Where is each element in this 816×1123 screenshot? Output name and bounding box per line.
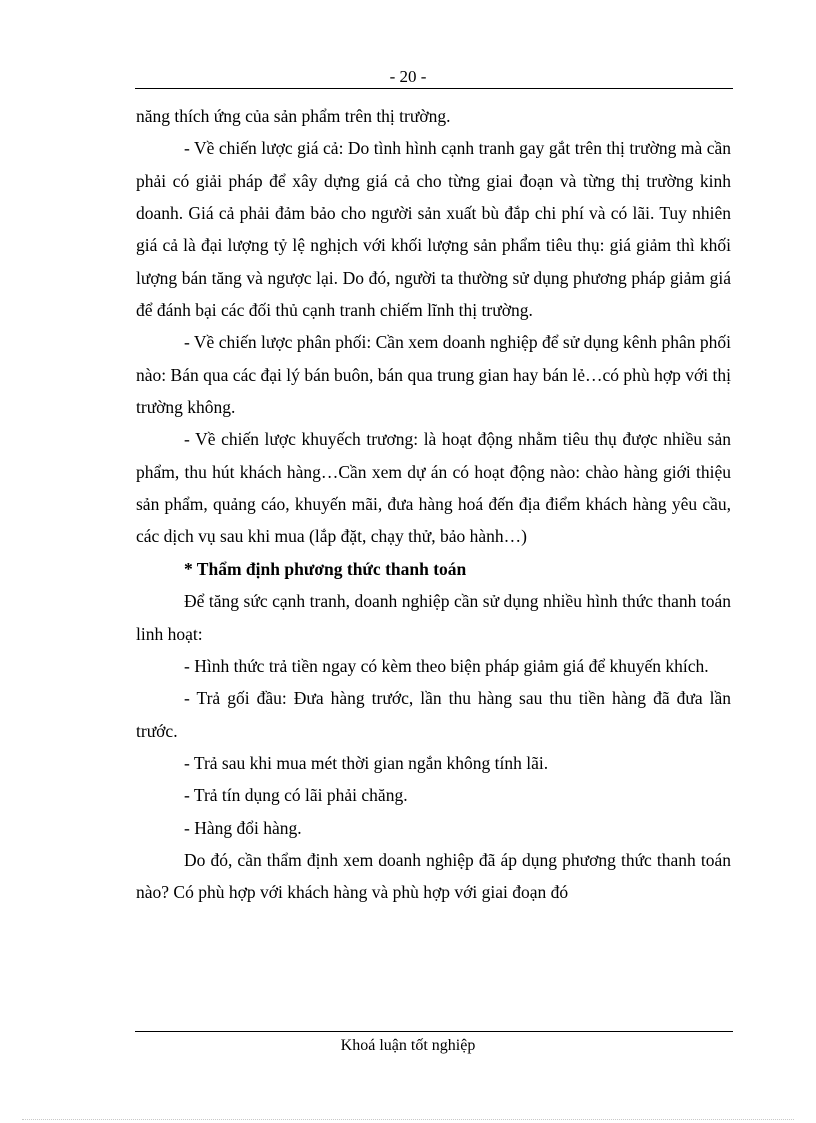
- paragraph: - Trả sau khi mua mét thời gian ngắn không tính lãi.: [184, 752, 549, 773]
- page-edge-dotted-line: [22, 1119, 794, 1120]
- paragraph: - Trả gối đầu: Đưa hàng trước, lần thu hàng sau thu tiền hàng đã đưa lần trước.: [136, 688, 731, 741]
- header-rule: [135, 88, 733, 89]
- footer-rule: [135, 1031, 733, 1032]
- paragraph: - Về chiến lược phân phối: Cần xem doanh nghiệp để sử dụng kênh phân phối nào: Bán qua các đại lý bán buôn, bán qua trung gian hay bán lẻ…có phù hợp với thị trường không.: [136, 332, 731, 418]
- document-body: [136, 100, 731, 909]
- footer-text: Khoá luận tốt nghiệp: [340, 1037, 476, 1054]
- paragraph: Do đó, cần thẩm định xem doanh nghiệp đã áp dụng phương thức thanh toán nào? Có phù hợp với khách hàng và phù hợp với giai đoạn đó: [136, 849, 731, 903]
- paragraph: năng thích ứng của sản phẩm trên thị trường.: [136, 106, 451, 126]
- section-heading: * Thẩm định phương thức thanh toán: [184, 558, 467, 579]
- paragraph: - Về chiến lược giá cả: Do tình hình cạnh tranh gay gắt trên thị trường mà cần phải có giải pháp để xây dựng giá cả cho từng giai đoạn và từng thị trường kinh doanh. Giá cả phải đảm bảo cho người sản xuất bù đắp chi phí và có lãi. Tuy nhiên giá cả là đại lượng tỷ lệ nghịch với khối lượng sản phẩm tiêu thụ: giá giảm thì khối lượng bán tăng và ngược lại. Do đó, người ta thường sử dụng phương pháp giảm giá để đánh bại các đối thủ cạnh tranh chiếm lĩnh thị trường.: [136, 138, 731, 321]
- paragraph: - Trả tín dụng có lãi phải chăng.: [184, 785, 408, 806]
- paragraph: Để tăng sức cạnh tranh, doanh nghiệp cần sử dụng nhiều hình thức thanh toán linh hoạt:: [136, 591, 731, 644]
- paragraph: - Hình thức trả tiền ngay có kèm theo biện pháp giảm giá để khuyến khích.: [184, 655, 709, 676]
- page-number: - 20 -: [389, 67, 427, 86]
- paragraph: - Về chiến lược khuyếch trương: là hoạt động nhằm tiêu thụ được nhiều sản phẩm, thu hút khách hàng…Cần xem dự án có hoạt động nào: chào hàng giới thiệu sản phẩm, quảng cáo, khuyến mãi, đưa hàng hoá đến địa điểm khách hàng yêu cầu, các dịch vụ sau khi mua (lắp đặt, chạy thử, bảo hành…): [136, 429, 731, 547]
- paragraph: - Hàng đổi hàng.: [184, 817, 302, 838]
